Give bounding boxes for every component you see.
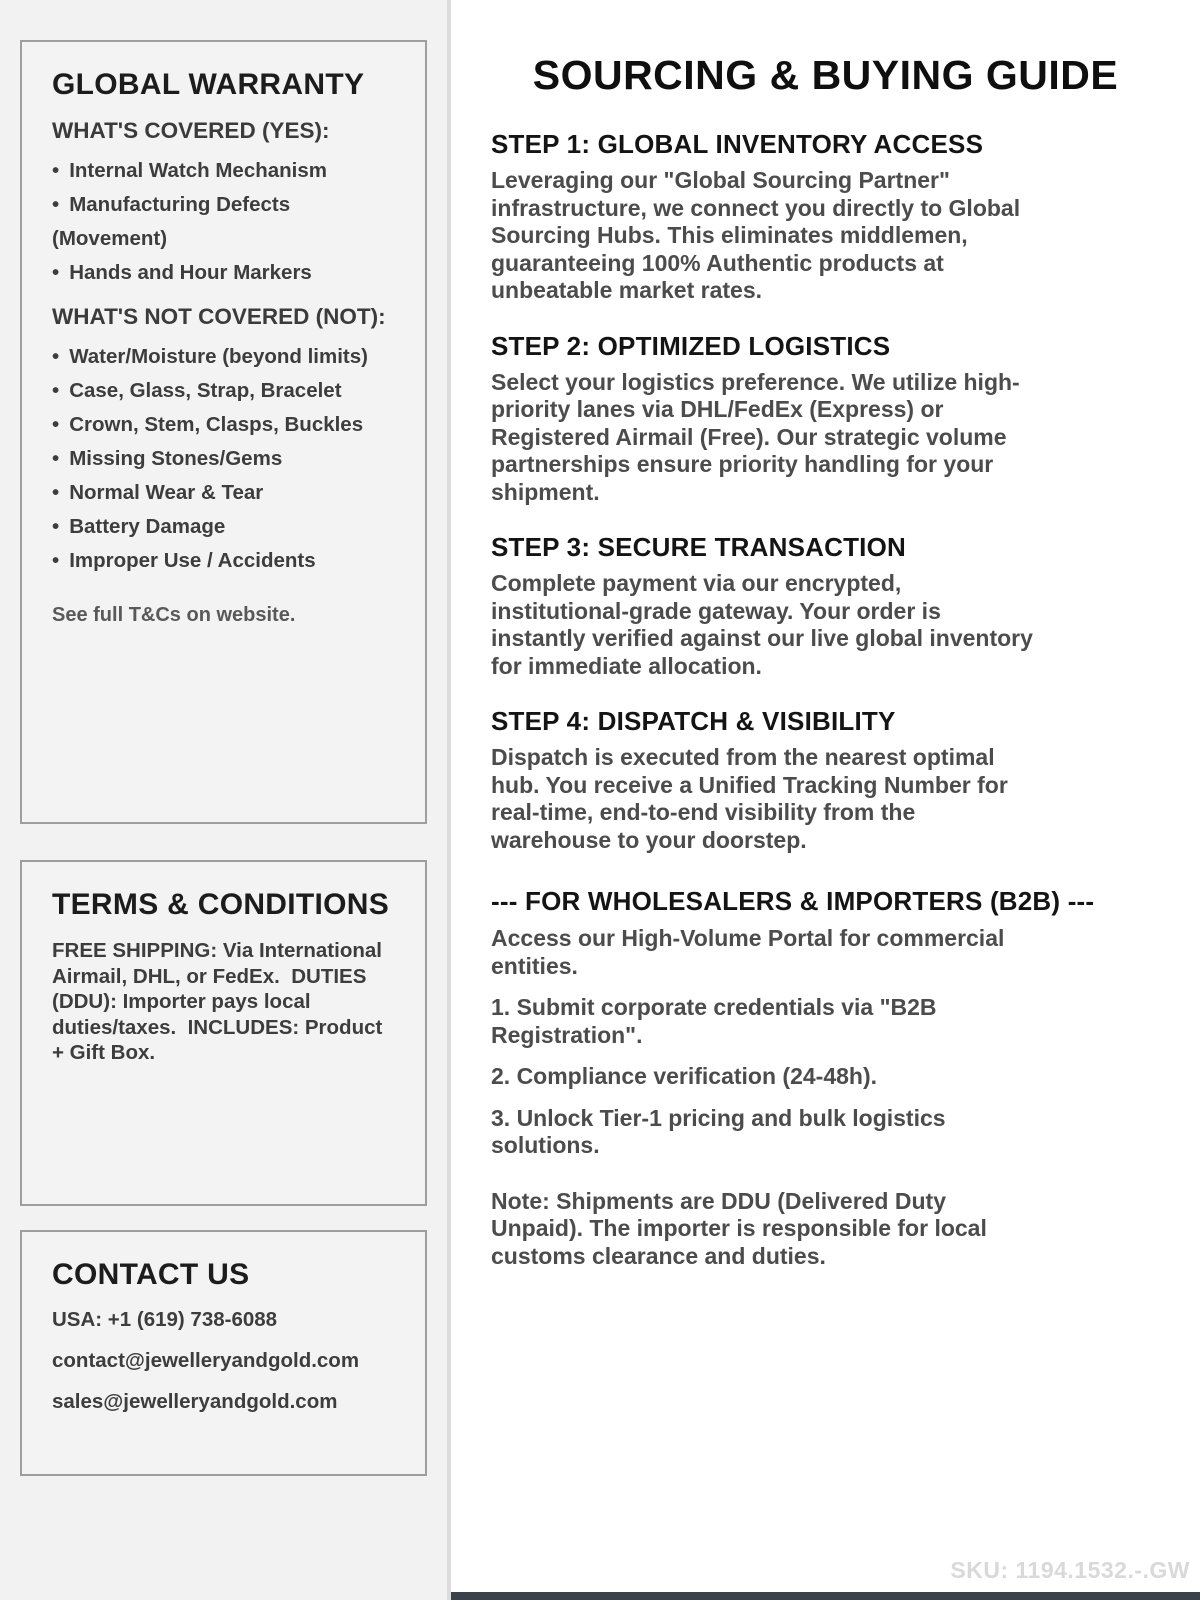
step-4-heading: STEP 4: DISPATCH & VISIBILITY [491, 706, 896, 736]
list-item: • Hands and Hour Markers [52, 256, 395, 290]
warranty-title: GLOBAL WARRANTY [52, 68, 365, 101]
b2b-note: Note: Shipments are DDU (Delivered Duty Unpaid). The importer is responsible for local customs clearance and duties. [491, 1187, 987, 1269]
list-item: • Improper Use / Accidents [52, 544, 395, 578]
list-item: • Battery Damage [52, 510, 395, 544]
covered-subtitle: WHAT'S COVERED (YES): [52, 118, 330, 143]
sku-label: SKU: 1194.1532.-.GW [950, 1557, 1190, 1583]
step-2-heading: STEP 2: OPTIMIZED LOGISTICS [491, 330, 891, 361]
footer-bar [451, 1592, 1200, 1600]
covered-list [52, 154, 395, 290]
step-1-section [491, 129, 1160, 305]
contact-email-primary: contact@jewelleryandgold.com [52, 1349, 360, 1372]
info-sidebar [0, 0, 451, 1600]
step-4-section [491, 706, 1160, 854]
b2b-intro: Access our High-Volume Portal for commercial entities. [491, 925, 1005, 979]
b2b-heading: --- FOR WHOLESALERS & IMPORTERS (B2B) --- [491, 886, 1095, 916]
terms-body: FREE SHIPPING: Via International Airmail, DHL, or FedEx. DUTIES (DDU): Importer pays local duties/taxes. INCLUDES: Product + Gift Box. [52, 939, 389, 1064]
contact-email-sales: sales@jewelleryandgold.com [52, 1390, 338, 1413]
list-item: • Missing Stones/Gems [52, 442, 395, 476]
list-item: • Internal Watch Mechanism [52, 154, 395, 188]
step-1-body: Leveraging our "Global Sourcing Partner" infrastructure, we connect you directly to Global Sourcing Hubs. This eliminates middlemen, guaranteeing 100% Authentic products at unbeatable market rates. [491, 167, 1021, 303]
step-1-heading: STEP 1: GLOBAL INVENTORY ACCESS [491, 129, 984, 159]
step-3-heading: STEP 3: SECURE TRANSACTION [491, 532, 906, 562]
b2b-item-3: 3. Unlock Tier-1 pricing and bulk logistics solutions. [491, 1104, 946, 1158]
terms-conditions-box [20, 860, 427, 1206]
not-covered-subtitle: WHAT'S NOT COVERED (NOT): [52, 304, 386, 329]
terms-title: TERMS & CONDITIONS [52, 888, 390, 921]
list-item: • Crown, Stem, Clasps, Buckles [52, 408, 395, 442]
step-2-body: Select your logistics preference. We utilize high-priority lanes via DHL/FedEx (Express) or Registered Airmail (Free). Our strategic volume partnerships ensure priority handling for your shipment. [491, 368, 1020, 505]
contact-title: CONTACT US [52, 1258, 250, 1291]
sourcing-guide-main [451, 0, 1200, 1600]
not-covered-list [52, 340, 395, 578]
warranty-footnote: See full T&Cs on website. [52, 604, 296, 626]
global-warranty-box [20, 40, 427, 824]
b2b-item-1: 1. Submit corporate credentials via "B2B Registration". [491, 994, 937, 1048]
step-3-section [491, 532, 1160, 680]
list-item: • Water/Moisture (beyond limits) [52, 340, 395, 374]
list-item: • Normal Wear & Tear [52, 476, 395, 510]
list-item: • Case, Glass, Strap, Bracelet [52, 374, 395, 408]
step-3-body: Complete payment via our encrypted, institutional-grade gateway. Your order is instantly verified against our live global inventory for immediate allocation. [491, 570, 1033, 679]
list-item: • Manufacturing Defects (Movement) [52, 188, 395, 256]
step-2-section [491, 331, 1160, 507]
contact-phone: USA: +1 (619) 738-6088 [52, 1308, 278, 1331]
step-4-body: Dispatch is executed from the nearest optimal hub. You receive a Unified Tracking Number for real-time, end-to-end visibility from the warehouse to your doorstep. [491, 744, 1008, 853]
page-title: SOURCING & BUYING GUIDE [532, 52, 1119, 98]
contact-us-box [20, 1230, 427, 1476]
b2b-section [491, 886, 1160, 1270]
b2b-item-2: 2. Compliance verification (24-48h). [491, 1063, 878, 1089]
